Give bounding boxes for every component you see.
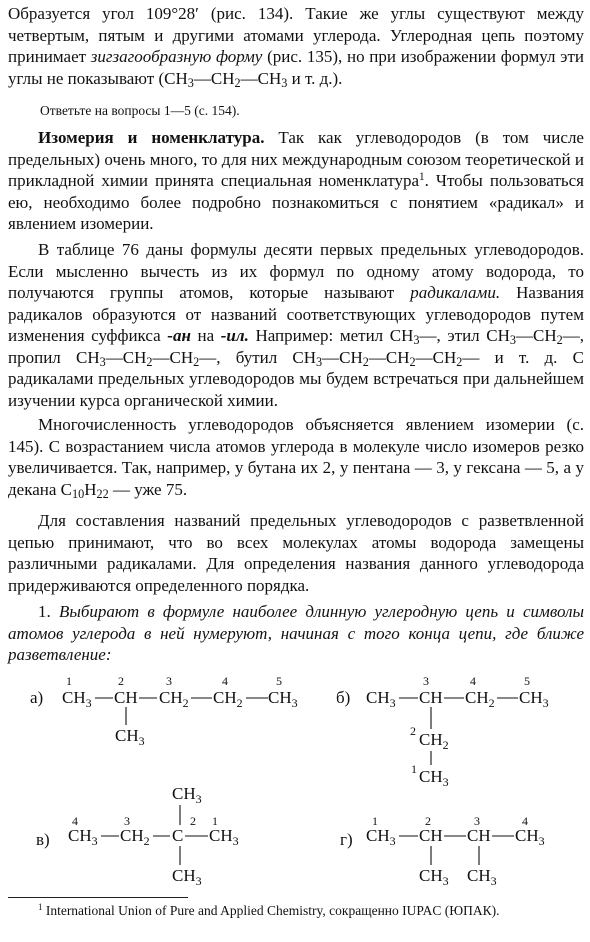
svg-text:CH3: $CH_3$	[268, 688, 298, 710]
svg-text:5: 5	[276, 674, 282, 688]
svg-text:2: 2	[410, 724, 416, 738]
svg-text:CH3: $CH_3$	[519, 688, 549, 710]
footnote: $^1$ International Union of Pure and Applied Chemistry, сокращенно IUPAC (ЮПАК).	[38, 902, 500, 918]
svg-text:2: 2	[425, 814, 431, 828]
svg-text:CH: CH	[467, 826, 491, 845]
svg-text:CH: CH	[419, 826, 443, 845]
svg-text:CH3: $CH_3$	[515, 826, 545, 848]
svg-text:г): г)	[340, 830, 353, 849]
footnote-mark: 1	[419, 170, 425, 183]
svg-text:4: 4	[522, 814, 528, 828]
svg-text:CH3: $CH_3$	[62, 688, 92, 710]
svg-text:C: C	[172, 826, 184, 845]
section-heading: Изомерия и номенклатура.	[38, 128, 265, 147]
svg-text:1: 1	[66, 674, 72, 688]
formula-c	[36, 784, 239, 888]
paragraph-radicals: В таблице 76 даны формулы десяти первых предельных углеводородов. Если мысленно вычесть из их формул по одному атому водорода, то получаются группы атомов, которые называют радикалами. Названия радикалов образуются от названий соответствующих углеводородов путем изменения суффикса -ан на -ил. Например: метил $CH_3—$, этил $CH_3—CH_2—$, пропил $CH_3—CH_2—CH_2—$, бутил $CH_3—CH_2—CH_2—CH_2—$ и т. д. С радикалами предельных углеводородов мы будем встречаться при дальнейшем изучении курса органической химии.	[8, 240, 585, 410]
rule-1: 1. Выбирают в формуле наиболее длинную углеродную цепь и символы атомов углерода в ней нумеруют, начиная с того конца цепи, где ближе разветвление:	[8, 602, 585, 664]
svg-text:1: 1	[372, 814, 378, 828]
paragraph-angle: Образуется угол 109°28′ (рис. 134). Такие же углы существуют между четвертым, пятым и другими атомами углерода. Углеродная цепь поэтому принимает зигзагообразную форму (рис. 135), но при изображении формул эти углы не показывают ($CH_3—CH_2—CH_3$ и т. д.).	[8, 4, 584, 90]
svg-text:3: 3	[474, 814, 480, 828]
svg-text:1: 1	[212, 814, 218, 828]
svg-text:CH: CH	[419, 688, 443, 707]
svg-text:4: 4	[222, 674, 228, 688]
svg-text:3: 3	[166, 674, 172, 688]
formula-a	[30, 674, 298, 748]
svg-text:CH2: $CH_2$	[213, 688, 243, 710]
svg-text:CH3: $CH_3$	[209, 826, 239, 848]
svg-text:4: 4	[72, 814, 78, 828]
svg-text:а): а)	[30, 688, 44, 707]
svg-text:5: 5	[524, 674, 530, 688]
svg-text:2: 2	[118, 674, 124, 688]
questions-note: Ответьте на вопросы 1—5 (с. 154).	[40, 103, 240, 118]
formula-b	[336, 674, 549, 789]
paragraph-branched: Для составления названий предельных углеводородов с разветвленной цепью принимают, что во всех молекулах атомы водорода замещены различными радикалами. Для определения названия данного углеводорода придерживаются определенного порядка.	[8, 511, 584, 595]
svg-text:3: 3	[423, 674, 429, 688]
svg-text:в): в)	[36, 830, 50, 849]
svg-text:2: 2	[190, 814, 196, 828]
svg-text:CH2: $CH_2$	[159, 688, 189, 710]
svg-text:3: 3	[124, 814, 130, 828]
footnote-rule	[8, 897, 188, 898]
svg-text:CH2: $CH_2$	[120, 826, 150, 848]
svg-text:CH2: $CH_2$	[419, 730, 449, 752]
svg-text:1: 1	[411, 762, 417, 776]
paragraph-isomers: Многочисленность углеводородов объясняется явлением изомерии (с. 145). С возрастанием числа атомов углерода в молекуле число изомеров резко увеличивается. Так, например, у бутана их 2, у пентана — 3, у гексана — 5, а у декана $C_{10}H_{22}$ — уже 75.	[8, 415, 584, 501]
svg-text:CH: CH	[114, 688, 138, 707]
structural-formulas	[0, 665, 590, 905]
svg-text:CH3: $CH_3$	[115, 726, 145, 748]
section-isomerism: Изомерия и номенклатура. Так как углеводородов (в том числе предельных) очень много, то для них международным союзом теоретической и прикладной химии принята специальная номенклатура$^1$. Чтобы пользоваться ею, необходимо более подробно познакомиться с понятием «радикал» и явлением изомерии.	[8, 128, 584, 233]
formula-d	[340, 814, 545, 888]
svg-text:CH3: $CH_3$	[419, 767, 449, 789]
svg-text:CH3: $CH_3$	[172, 784, 202, 806]
svg-text:4: 4	[470, 674, 476, 688]
svg-text:б): б)	[336, 688, 351, 707]
svg-text:CH3: $CH_3$	[172, 866, 202, 888]
svg-text:CH2: $CH_2$	[465, 688, 495, 710]
svg-text:CH3: $CH_3$	[68, 826, 98, 848]
svg-text:CH3: $CH_3$	[419, 866, 449, 888]
svg-text:CH3: $CH_3$	[366, 688, 396, 710]
svg-text:CH3: $CH_3$	[467, 866, 497, 888]
svg-text:CH3: $CH_3$	[366, 826, 396, 848]
